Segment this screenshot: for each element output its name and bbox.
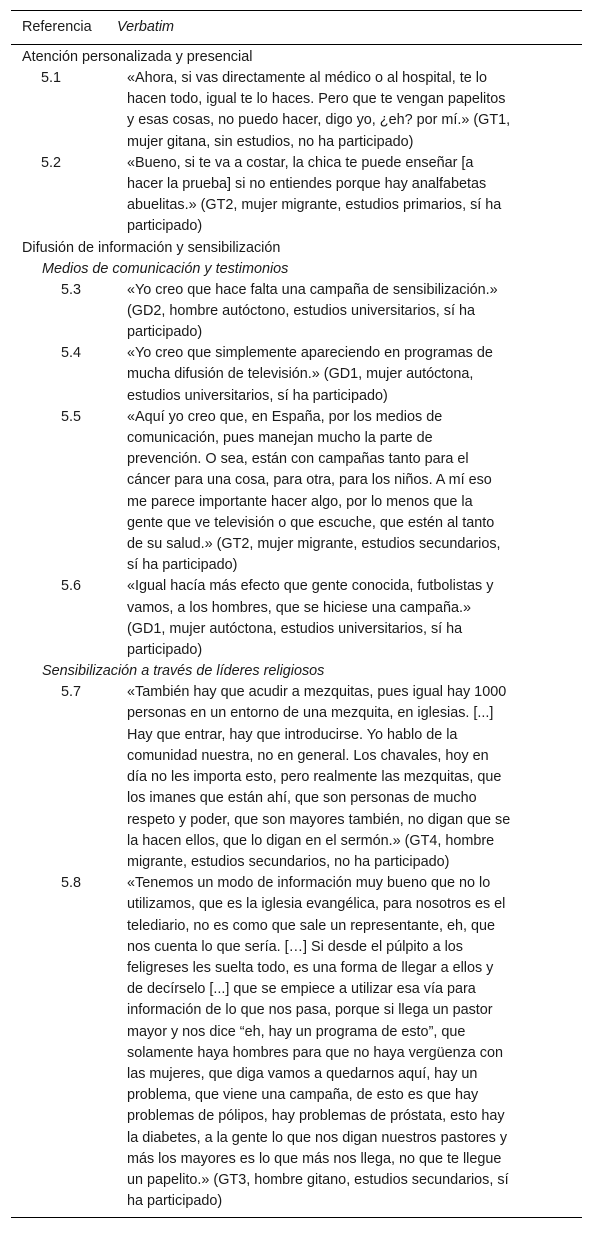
table-row (11, 280, 582, 344)
verbatim-line: «Aquí yo creo que, en España, por los medios de (127, 408, 443, 425)
verbatim-line: «Ahora, si vas directamente al médico o al hospital, te lo (127, 70, 487, 86)
verbatim-line: prevención. O sea, están con campañas tanto para el (127, 451, 469, 468)
verbatim-line: la diabetes, a la gente lo que nos digan nuestros pastores y (127, 1129, 508, 1146)
section-heading: Difusión de información y sensibilización (22, 239, 281, 256)
row-verbatim (127, 682, 557, 873)
verbatim-line: día no les importa esto, pero realmente las mezquitas, que (127, 769, 502, 786)
verbatim-line: más los mayores es lo que más nos llega, no que te llegue (127, 1150, 502, 1167)
verbatim-line: «Igual hacía más efecto que gente conocida, futbolistas y (127, 578, 494, 595)
verbatim-line: participado) (127, 218, 203, 235)
row-reference: 5.5 (61, 408, 82, 425)
row-verbatim (127, 407, 557, 577)
header-verbatim: Verbatim (117, 19, 175, 35)
verbatim-line: información de lo que nos pasa, porque si llega un pastor (127, 1002, 493, 1019)
verbatim-line: personas en un entorno de una mezquita, en iglesias. [...] (127, 705, 494, 722)
verbatim-line: de decírselo [...] que se empiece a utilizar esa vía para (127, 981, 476, 998)
row-reference: 5.4 (61, 345, 82, 362)
verbatim-line: feligreses les suelta todo, es una forma de llegar a ellos y (127, 959, 494, 976)
verbatim-line: hacen todo, igual te lo haces. Pero que te vengan papelitos (127, 91, 506, 108)
verbatim-line: un papelito.» (GT3, hombre gitano, estudios secundarios, sí (127, 1171, 509, 1188)
subsection-heading: Sensibilización a través de líderes religiosos (42, 663, 325, 680)
verbatim-line: (GD1, mujer autóctona, estudios universitarios, sí ha (127, 620, 463, 637)
verbatim-line: sí ha participado) (127, 557, 238, 574)
row-reference: 5.1 (41, 70, 62, 86)
verbatim-line: Hay que entrar, hay que introducirse. Yo hablo de la (127, 726, 458, 743)
verbatim-line: la hacen ellos, que lo digan en el sermón.» (GT4, hombre (127, 832, 495, 849)
header-referencia: Referencia (22, 19, 92, 35)
row-reference: 5.2 (41, 154, 62, 171)
row-reference: 5.7 (61, 684, 82, 701)
verbatim-line: nos cuenta lo que sería. […] Si desde el púlpito a los (127, 938, 463, 955)
table-row (11, 576, 582, 661)
verbatim-line: vamos, a los hombres, que se hiciese una campaña.» (127, 599, 471, 616)
section-heading: Atención personalizada y presencial (22, 49, 253, 65)
verbatim-line: las mujeres, que diga vamos a quedarnos aquí, hay un (127, 1065, 478, 1082)
verbatim-line: mayor y nos dice “eh, hay un programa de esto”, que (127, 1023, 466, 1040)
row-verbatim (127, 68, 557, 153)
row-reference: 5.8 (61, 875, 82, 892)
table-row (11, 873, 582, 1212)
verbatim-line: respeto y poder, que son mayores también, no digan que se (127, 811, 511, 828)
verbatim-line: migrante, estudios secundarios, no ha participado) (127, 853, 450, 870)
table-row (11, 68, 582, 153)
verbatim-line: participado) (127, 324, 203, 341)
verbatim-line: telediario, no es como que sale un representante, eh, que (127, 917, 496, 934)
verbatim-line: solamente haya hombres para que no haya vergüenza con (127, 1044, 504, 1061)
verbatim-line: mujer gitana, sin estudios, no ha participado) (127, 133, 414, 150)
verbatim-line: y esas cosas, no puedo hacer, digo yo, ¿eh? por mí.» (GT1, (127, 112, 511, 129)
verbatim-line: «Yo creo que hace falta una campaña de sensibilización.» (127, 281, 498, 298)
verbatim-line: «También hay que acudir a mezquitas, pues igual hay 1000 (127, 684, 507, 701)
table-bottom-rule (11, 1212, 582, 1218)
table-row (11, 153, 582, 238)
verbatim-line: «Yo creo que simplemente apareciendo en programas de (127, 345, 493, 362)
row-reference: 5.6 (61, 578, 82, 595)
table-row (11, 407, 582, 577)
verbatim-line: problema, que viene una campaña, de esto es que hay (127, 1087, 479, 1104)
verbatim-line: gente que ve televisión o que escuche, que estén al tanto (127, 514, 495, 531)
subsection-heading: Medios de comunicación y testimonios (42, 260, 289, 277)
verbatim-line: (GD2, hombre autóctono, estudios universitarios, sí ha (127, 302, 475, 319)
verbatim-line: comunidad nuestra, no en general. Los chavales, hoy en (127, 747, 489, 764)
table-body (11, 45, 582, 1212)
table-row (11, 682, 582, 873)
verbatim-line: comunicación, pues manejan mucho la parte de (127, 430, 433, 447)
verbatim-line: de su salud.» (GT2, mujer migrante, estudios secundarios, (127, 536, 501, 553)
row-verbatim (127, 343, 557, 407)
verbatim-line: problemas de pólipos, hay problemas de próstata, esto hay (127, 1108, 505, 1125)
row-verbatim (127, 280, 557, 344)
verbatim-line: utilizamos, que es la iglesia evangélica, para nosotros es el (127, 896, 506, 913)
verbatim-line: cáncer para una cosa, para otra, para los niños. A mí eso (127, 472, 492, 489)
verbatim-line: «Bueno, si te va a costar, la chica te puede enseñar [a (127, 154, 474, 171)
table-header (11, 11, 582, 45)
row-reference: 5.3 (61, 281, 82, 298)
verbatim-table (11, 10, 582, 1218)
verbatim-line: estudios universitarios, sí ha participado) (127, 387, 388, 404)
verbatim-line: los imanes que están ahí, que son personas de mucho (127, 790, 477, 807)
verbatim-line: hacer la prueba] si no entiendes porque hay analfabetas (127, 176, 487, 193)
row-verbatim (127, 153, 557, 238)
verbatim-line: abuelitas.» (GT2, mujer migrante, estudios primarios, sí ha (127, 197, 502, 214)
row-verbatim (127, 576, 557, 661)
verbatim-line: participado) (127, 642, 203, 659)
verbatim-line: ha participado) (127, 1193, 223, 1210)
verbatim-line: «Tenemos un modo de información muy bueno que no lo (127, 875, 491, 892)
verbatim-line: me parece importante hacer algo, por lo menos que la (127, 493, 473, 510)
row-verbatim (127, 873, 557, 1212)
table-row (11, 343, 582, 407)
verbatim-line: mucha difusión de televisión.» (GD1, mujer autóctona, (127, 366, 474, 383)
